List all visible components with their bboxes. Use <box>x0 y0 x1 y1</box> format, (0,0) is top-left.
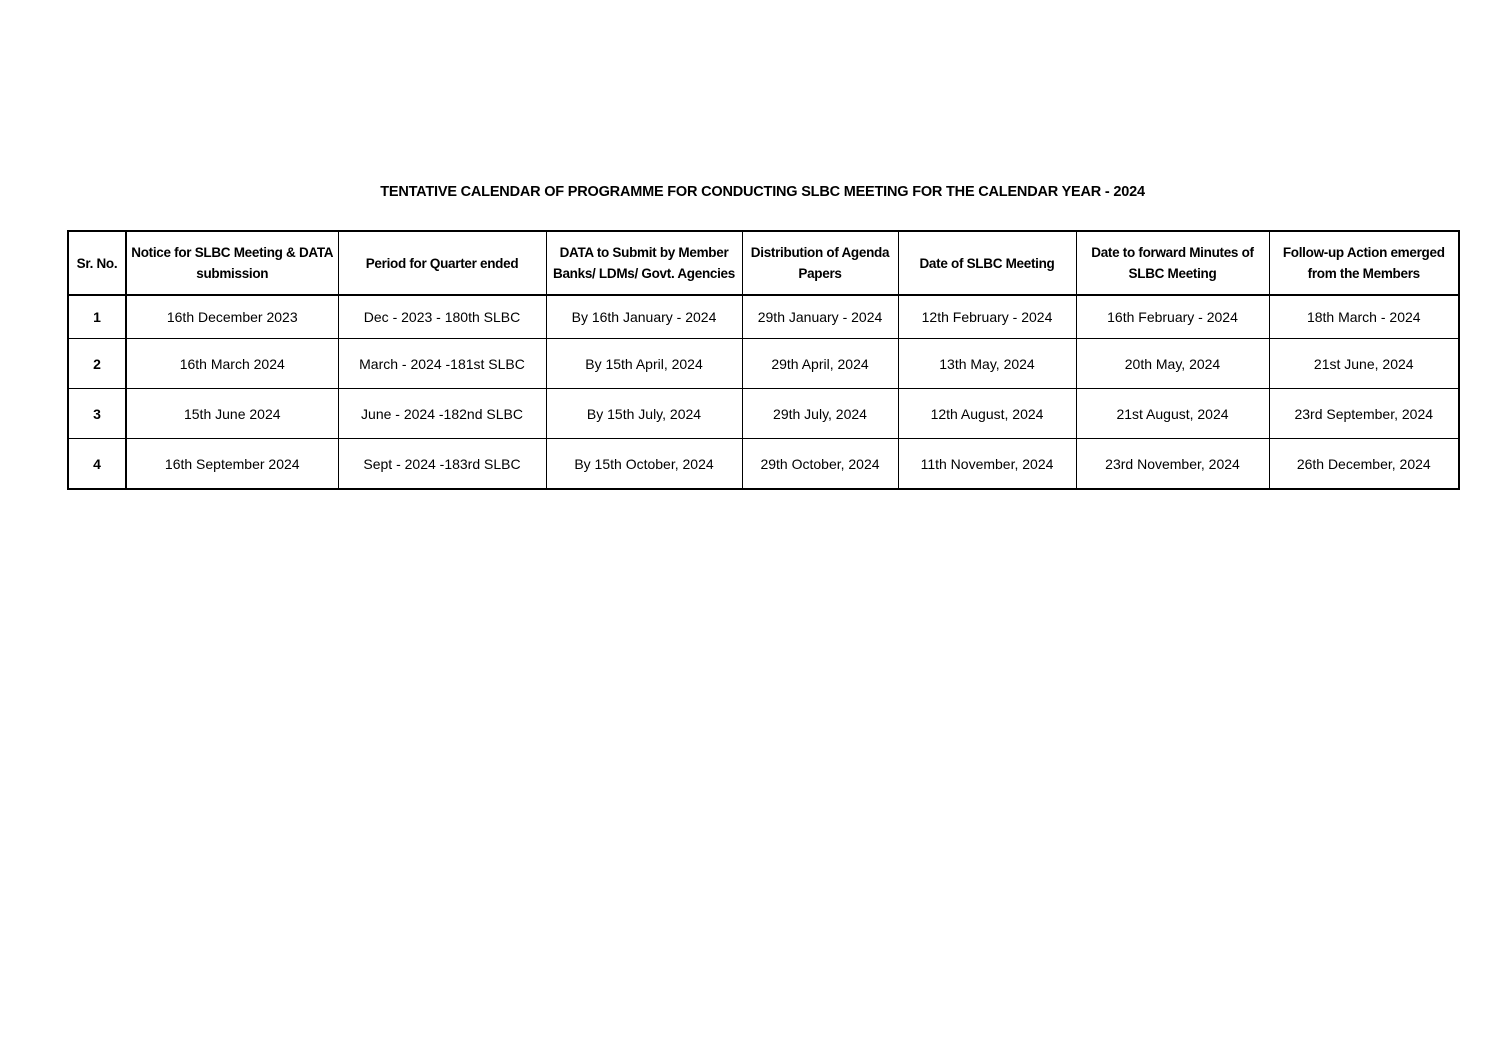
cell-meeting-date: 12th August, 2024 <box>898 389 1076 439</box>
header-data-submit: DATA to Submit by Member Banks/ LDMs/ Govt. Agencies <box>546 231 742 295</box>
cell-period: June - 2024 -182nd SLBC <box>338 389 546 439</box>
header-notice: Notice for SLBC Meeting & DATA submission <box>126 231 338 295</box>
cell-sr-no: 3 <box>68 389 126 439</box>
cell-agenda-distribution: 29th April, 2024 <box>742 339 898 389</box>
cell-data-submit: By 15th April, 2024 <box>546 339 742 389</box>
cell-agenda-distribution: 29th October, 2024 <box>742 439 898 490</box>
cell-notice: 16th March 2024 <box>126 339 338 389</box>
header-follow-up: Follow-up Action emerged from the Members <box>1269 231 1459 295</box>
cell-minutes-date: 20th May, 2024 <box>1076 339 1269 389</box>
table-row <box>68 439 1459 490</box>
cell-notice: 16th December 2023 <box>126 295 338 339</box>
cell-minutes-date: 16th February - 2024 <box>1076 295 1269 339</box>
meeting-calendar-table <box>67 230 1460 490</box>
cell-follow-up: 21st June, 2024 <box>1269 339 1459 389</box>
cell-minutes-date: 23rd November, 2024 <box>1076 439 1269 490</box>
header-meeting-date: Date of SLBC Meeting <box>898 231 1076 295</box>
cell-follow-up: 23rd September, 2024 <box>1269 389 1459 439</box>
header-minutes-date: Date to forward Minutes of SLBC Meeting <box>1076 231 1269 295</box>
cell-meeting-date: 11th November, 2024 <box>898 439 1076 490</box>
header-sr-no: Sr. No. <box>68 231 126 295</box>
header-agenda-distribution: Distribution of Agenda Papers <box>742 231 898 295</box>
cell-follow-up: 26th December, 2024 <box>1269 439 1459 490</box>
cell-sr-no: 1 <box>68 295 126 339</box>
cell-data-submit: By 15th July, 2024 <box>546 389 742 439</box>
cell-period: March - 2024 -181st SLBC <box>338 339 546 389</box>
cell-notice: 16th September 2024 <box>126 439 338 490</box>
cell-minutes-date: 21st August, 2024 <box>1076 389 1269 439</box>
table-row <box>68 389 1459 439</box>
cell-notice: 15th June 2024 <box>126 389 338 439</box>
table-row <box>68 295 1459 339</box>
cell-period: Sept - 2024 -183rd SLBC <box>338 439 546 490</box>
cell-agenda-distribution: 29th January - 2024 <box>742 295 898 339</box>
cell-period: Dec - 2023 - 180th SLBC <box>338 295 546 339</box>
cell-sr-no: 4 <box>68 439 126 490</box>
cell-data-submit: By 16th January - 2024 <box>546 295 742 339</box>
header-period: Period for Quarter ended <box>338 231 546 295</box>
table-header-row <box>68 231 1459 295</box>
cell-meeting-date: 13th May, 2024 <box>898 339 1076 389</box>
cell-agenda-distribution: 29th July, 2024 <box>742 389 898 439</box>
cell-meeting-date: 12th February - 2024 <box>898 295 1076 339</box>
cell-sr-no: 2 <box>68 339 126 389</box>
cell-follow-up: 18th March - 2024 <box>1269 295 1459 339</box>
table-row <box>68 339 1459 389</box>
document-title: TENTATIVE CALENDAR OF PROGRAMME FOR CONDUCTING SLBC MEETING FOR THE CALENDAR YEAR - 2024 <box>380 184 1145 200</box>
cell-data-submit: By 15th October, 2024 <box>546 439 742 490</box>
